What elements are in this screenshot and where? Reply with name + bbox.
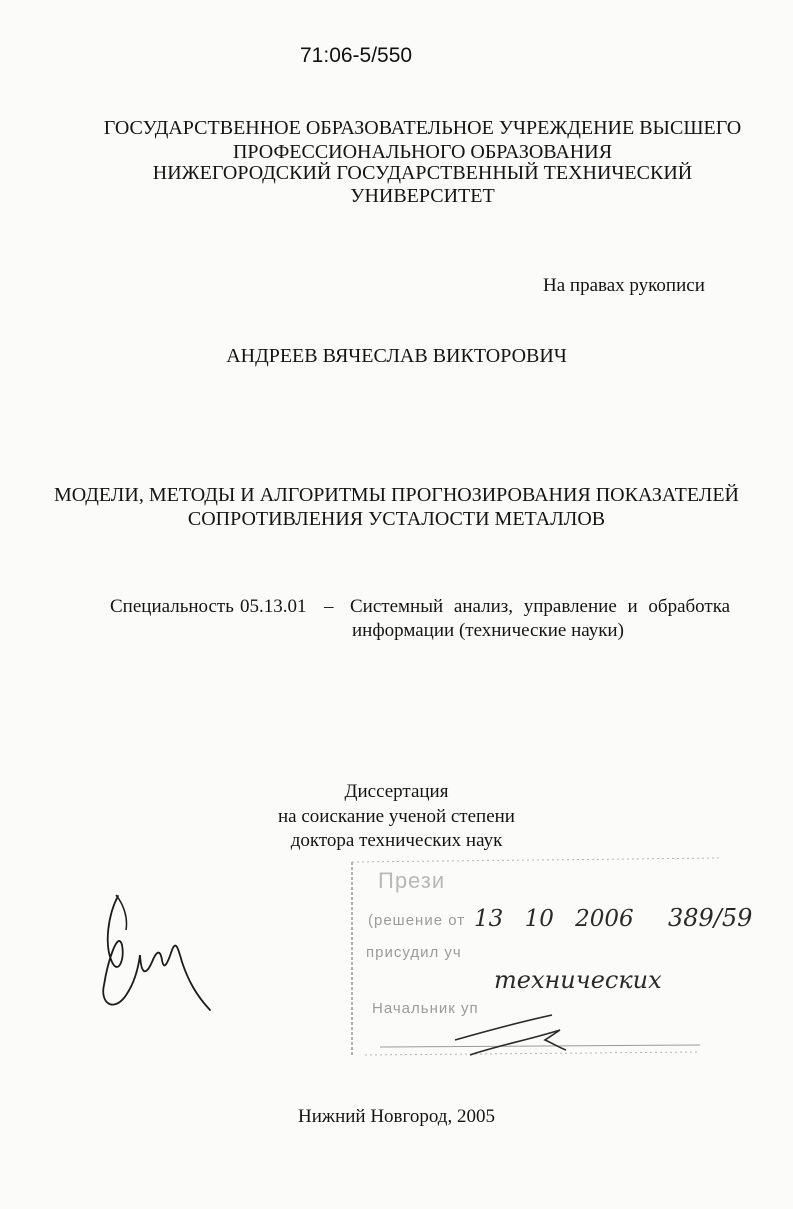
- institution-line-3: НИЖЕГОРОДСКИЙ ГОСУДАРСТВЕННЫЙ ТЕХНИЧЕСКИЙ: [152, 162, 693, 184]
- title-line-1: МОДЕЛИ, МЕТОДЫ И АЛГОРИТМЫ ПРОГНОЗИРОВАНИЯ ПОКАЗАТЕЛЕЙ: [53, 484, 740, 506]
- stamp-line-1: Прези: [378, 868, 446, 893]
- institution-line-1: ГОСУДАРСТВЕННОЕ ОБРАЗОВАТЕЛЬНОЕ УЧРЕЖДЕНИЕ ВЫСШЕГО: [103, 117, 742, 139]
- stamp-line-4: Начальник уп: [372, 1000, 479, 1017]
- manuscript-note: На правах рукописи: [543, 275, 705, 296]
- stamp-handwritten-date: 13 10 2006: [474, 906, 634, 932]
- institution-line-2: ПРОФЕССИОНАЛЬНОГО ОБРАЗОВАНИЯ: [232, 141, 613, 163]
- title-line-2: СОПРОТИВЛЕНИЯ УСТАЛОСТИ МЕТАЛЛОВ: [187, 508, 606, 530]
- stamp-handwritten-word: технических: [494, 966, 662, 994]
- institution-line-4: УНИВЕРСИТЕТ: [350, 185, 495, 207]
- specialty-label: Специальность: [110, 596, 234, 617]
- stamp-line-2: (решение от: [368, 912, 466, 929]
- specialty-line-1: Системный анализ, управление и обработка: [350, 596, 731, 617]
- stamp-line-3: присудил уч: [366, 944, 462, 961]
- degree-line-2: на соискание ученой степени: [278, 806, 515, 827]
- degree-line-3: доктора технических наук: [290, 830, 503, 851]
- author-name: АНДРЕЕВ ВЯЧЕСЛАВ ВИКТОРОВИЧ: [226, 345, 567, 367]
- specialty-line-2: информации (технические науки): [352, 620, 624, 641]
- specialty-code: 05.13.01: [240, 596, 307, 617]
- archive-code: 71:06-5/550: [300, 44, 413, 67]
- specialty-dash: –: [324, 596, 334, 617]
- place-year: Нижний Новгород, 2005: [298, 1106, 495, 1127]
- stamp-handwritten-number: 389/59: [668, 904, 753, 932]
- degree-line-1: Диссертация: [344, 781, 449, 802]
